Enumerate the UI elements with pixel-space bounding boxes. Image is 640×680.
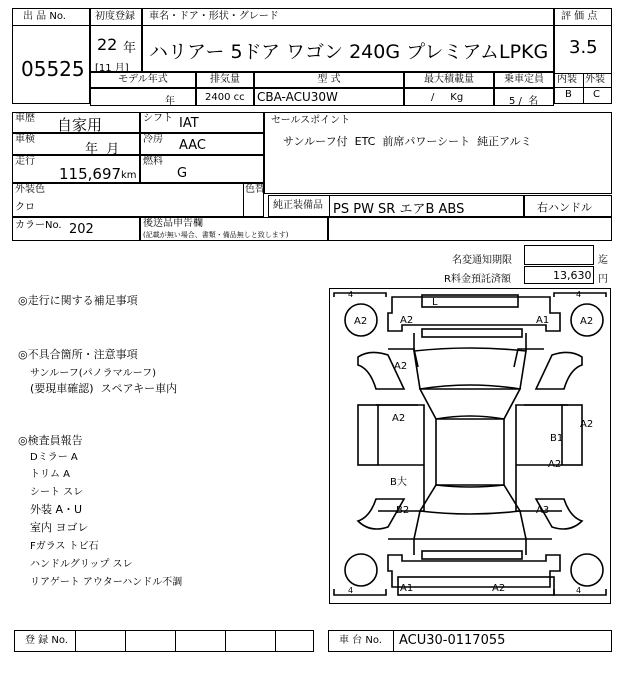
displacement-value: 2400 cc <box>205 92 245 103</box>
mark-rear-left: A1 <box>400 583 414 594</box>
inspector-line: Dミラー A <box>30 452 78 463</box>
inspector-line: 室内 ヨゴレ <box>30 521 89 534</box>
meter-change-label: 名変通知期限 <box>452 255 512 266</box>
car-diagram <box>329 288 611 604</box>
aircon-cell: 冷房 AAC <box>140 133 264 155</box>
meter-change-unit: 迄 <box>598 255 608 266</box>
lot-number: 05525 <box>21 57 85 81</box>
capacity-value: 5 / 名 <box>509 96 539 107</box>
car-name-box <box>142 8 554 72</box>
color-change-label: 色替 <box>245 184 265 195</box>
right-rocker <box>562 405 582 465</box>
recycle-value: 13,630 <box>553 269 592 282</box>
inspection-cell: 車検 年 月 <box>12 133 140 155</box>
mark-left-wheel-front: A2 <box>354 316 368 327</box>
mark-left-fender: A2 <box>394 361 408 372</box>
fuel-cell: 燃料 G <box>140 155 264 183</box>
sales-points-box: セールスポイント サンルーフ付 ETC 前席パワーシート 純正アルミ <box>264 112 612 194</box>
mark-left-rear-fender: B2 <box>396 505 410 516</box>
displacement-cell <box>196 88 254 106</box>
chassis-number: ACU30-0117055 <box>399 633 506 648</box>
max-load-value: / Kg <box>431 92 464 103</box>
history-value: 自家用 <box>57 116 103 134</box>
displacement-header: 排気量 <box>196 72 254 88</box>
first-reg-month: [11 月] <box>95 63 129 74</box>
equipment-cell: 純正装備品 PS PW SR エアB ABS <box>268 195 524 217</box>
inspector-line: 外装 A・U <box>30 503 83 516</box>
tire-label-rear-right: 4 <box>576 586 582 595</box>
right-front-fender <box>536 352 582 389</box>
handle-value: 右ハンドル <box>537 201 592 214</box>
recycle-unit: 円 <box>598 274 608 285</box>
mileage-cell: 走行 115,697 km <box>12 155 140 183</box>
inspector-report-header: ◎検査員報告 <box>18 434 83 447</box>
handle-cell <box>524 195 612 217</box>
model-year-cell <box>90 88 196 106</box>
rear-bumper-bottom <box>398 577 554 595</box>
color-no-cell: カラーNo. 202 <box>12 217 140 241</box>
tire-bracket-front-left <box>334 293 386 297</box>
exterior-label: 外装 <box>585 74 605 85</box>
type-value: CBA-ACU30W <box>257 90 338 104</box>
max-load-cell <box>404 88 494 106</box>
mark-right-front-door: B1 <box>550 433 564 444</box>
mileage-value: 115,697 <box>59 165 122 183</box>
shift-cell: シフト IAT <box>140 112 264 133</box>
car-name: ハリアー 5ドア ワゴン 240G プレミアムLPKG <box>149 41 549 63</box>
left-rocker <box>358 405 378 465</box>
front-bumper <box>388 297 560 331</box>
inspector-line: リアゲート アウターハンドル不調 <box>30 577 183 588</box>
after-market-note: (記載が無い場合、書類・備品無しと致します) <box>143 231 289 239</box>
tire-label-front-right: 4 <box>576 290 582 299</box>
interior-label: 内装 <box>557 74 577 85</box>
tire-bracket-rear-left <box>334 589 386 595</box>
first-reg-box <box>90 8 142 72</box>
sales-points-value: サンルーフ付 ETC 前席パワーシート 純正アルミ <box>283 135 532 148</box>
score-box <box>554 8 612 104</box>
meter-change-cell <box>524 245 594 265</box>
tire-label-rear-left: 4 <box>348 586 354 595</box>
mark-left-front-door: A2 <box>392 413 406 424</box>
score-value: 3.5 <box>569 37 598 58</box>
inspector-line: Fガラス トビ石 <box>30 541 99 552</box>
inspector-line: トリム A <box>30 469 71 480</box>
mark-right-wheel-front: A2 <box>580 316 594 327</box>
max-load-header: 最大積載量 <box>404 72 494 88</box>
chassis-box: 車 台 No. ACU30-0117055 <box>328 630 612 652</box>
color-value: クロ <box>15 202 35 213</box>
mirror-lines <box>388 349 544 367</box>
trunk <box>414 511 526 539</box>
right-doors <box>516 405 562 511</box>
mileage-unit: km <box>121 170 137 181</box>
mark-front-left: A2 <box>400 315 414 326</box>
grille <box>422 329 522 337</box>
year-unit: 年 <box>123 41 137 56</box>
aircon-value: AAC <box>179 138 206 153</box>
inspector-line: ハンドルグリップ スレ <box>30 559 133 570</box>
mark-front-bumper: L <box>432 297 438 308</box>
car-diagram-svg <box>330 289 610 603</box>
mark-right-rear-fender: A2 <box>580 419 594 430</box>
mark-left-rear-door: B大 <box>390 477 407 488</box>
type-cell <box>254 88 404 106</box>
mark-front-right: A1 <box>536 315 550 326</box>
driving-notes-header: ◎走行に関する補足事項 <box>18 294 138 307</box>
hood <box>414 348 526 389</box>
lot-label: 出 品 No. <box>23 11 66 22</box>
fuel-value: G <box>177 166 188 181</box>
inspector-line: シート スレ <box>30 487 84 498</box>
rear-garnish <box>422 551 522 559</box>
lot-box <box>12 8 90 104</box>
inspection-value: 年 月 <box>85 142 120 157</box>
wheel-rear-right <box>571 554 603 586</box>
capacity-header: 乗車定員 <box>494 72 554 88</box>
mark-rear-center: A2 <box>492 583 506 594</box>
after-market-cell: 後送品申告欄 (記載が無い場合、書類・備品無しと致します) <box>140 217 328 241</box>
mark-right-rear-door: A2 <box>548 459 562 470</box>
exterior-score: C <box>593 89 600 100</box>
reg-no-box: 登 録 No. <box>14 630 314 652</box>
defect-notes-header: ◎不具合箇所・注意事項 <box>18 348 138 361</box>
wheel-rear-left <box>345 554 377 586</box>
defect-line: サンルーフ(パノラマルーフ) <box>30 368 157 379</box>
score-label: 評 価 点 <box>561 11 598 22</box>
car-name-label: 車名・ドア・形状・グレード <box>149 11 279 22</box>
first-reg-label: 初度登録 <box>95 11 135 22</box>
history-cell: 車歴 自家用 <box>12 112 140 133</box>
color-cell: 外装色 クロ 色替 <box>12 183 264 217</box>
model-year-header: モデル年式 <box>90 72 196 88</box>
blank-equipment-cell <box>328 217 612 241</box>
roof <box>436 419 504 485</box>
capacity-cell <box>494 88 554 106</box>
mark-right-quarter: A3 <box>536 505 550 516</box>
recycle-label: R料金預託済額 <box>444 274 511 285</box>
model-year-value: 年 <box>165 96 175 107</box>
type-header: 型 式 <box>254 72 404 88</box>
interior-score: B <box>565 89 572 100</box>
recycle-cell <box>524 266 594 284</box>
color-no-value: 202 <box>69 222 94 237</box>
windshield <box>420 385 520 419</box>
tire-label-front-left: 4 <box>348 290 354 299</box>
first-reg-year: 22 <box>97 35 118 54</box>
defect-line: (要現車確認) スペアキー車内 <box>30 382 178 395</box>
shift-value: IAT <box>179 116 199 131</box>
equipment-value: PS PW SR エアB ABS <box>333 202 465 217</box>
rear-window <box>420 485 520 514</box>
